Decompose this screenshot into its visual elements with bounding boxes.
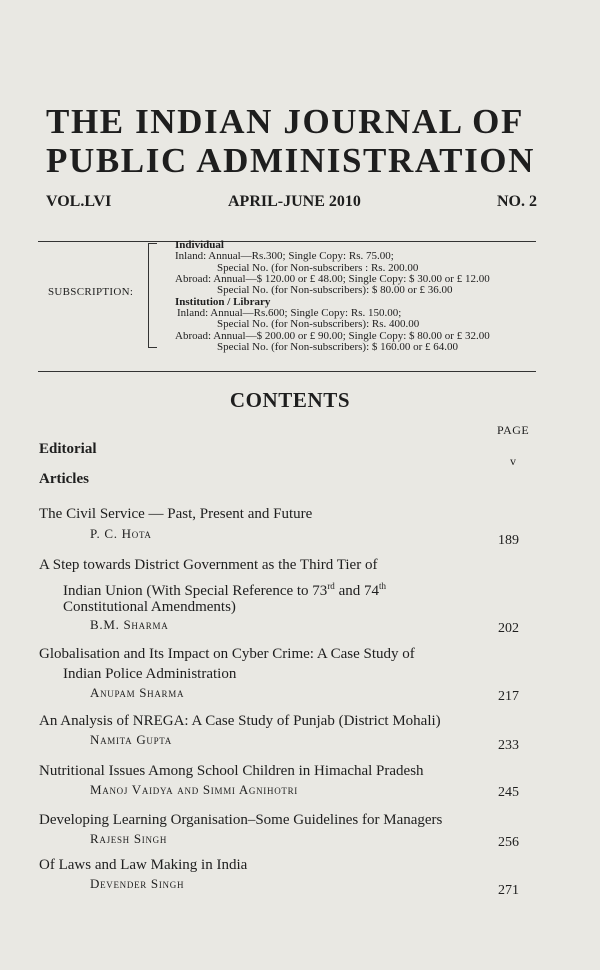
issue-number: NO. 2 bbox=[497, 193, 537, 210]
subscription-line: Abroad: Annual—$ 200.00 or £ 90.00; Single Copy: $ 80.00 or £ 32.00 bbox=[175, 330, 490, 342]
article-title: Developing Learning Organisation–Some Guidelines for Managers bbox=[39, 812, 443, 828]
editorial-heading: Editorial bbox=[39, 441, 97, 457]
article-page-number: 233 bbox=[498, 738, 519, 753]
article-page-number: 271 bbox=[498, 883, 519, 898]
subscription-label: SUBSCRIPTION: bbox=[48, 286, 134, 298]
subscription-line: Special No. (for Non-subscribers): Rs. 400.00 bbox=[217, 318, 420, 330]
article-author: Rajesh Singh bbox=[90, 831, 168, 846]
subscription-line: Inland: Annual—Rs.300; Single Copy: Rs. 75.00; bbox=[175, 250, 394, 262]
subscription-line: Special No. (for Non-subscribers): $ 160.00 or £ 64.00 bbox=[217, 341, 459, 353]
subscription-bracket bbox=[148, 243, 157, 348]
subscription-line: Institution / Library bbox=[175, 296, 271, 308]
article-page-number: 189 bbox=[498, 533, 519, 548]
subscription-line: Individual bbox=[175, 239, 224, 251]
article-author: Devender Singh bbox=[90, 876, 185, 891]
article-title: Of Laws and Law Making in India bbox=[39, 857, 248, 873]
article-author: B.M. Sharma bbox=[90, 617, 169, 632]
article-title: A Step towards District Government as the Third Tier of bbox=[39, 557, 378, 573]
article-author: Anupam Sharma bbox=[90, 685, 185, 700]
article-author: Namita Gupta bbox=[90, 732, 172, 747]
article-title-line: Indian Police Administration bbox=[63, 666, 237, 682]
subscription-line: Special No. (for Non-subscribers): $ 80.00 or £ 36.00 bbox=[217, 284, 453, 296]
article-title-line: Indian Union (With Special Reference to 73rd and 74th bbox=[63, 581, 386, 599]
subscription-line: Inland: Annual—Rs.600; Single Copy: Rs. 150.00; bbox=[177, 307, 402, 319]
editorial-page-number: v bbox=[510, 454, 516, 468]
articles-heading: Articles bbox=[39, 471, 89, 487]
contents-heading: CONTENTS bbox=[229, 388, 351, 412]
article-title-line: Constitutional Amendments) bbox=[63, 599, 236, 615]
issue-date: APRIL-JUNE 2010 bbox=[228, 193, 361, 210]
article-page-number: 217 bbox=[498, 689, 519, 704]
subscription-line: Special No. (for Non-subscribers : Rs. 200.00 bbox=[217, 262, 419, 274]
article-title: Nutritional Issues Among School Children in Himachal Pradesh bbox=[39, 763, 424, 779]
article-title: Globalisation and Its Impact on Cyber Crime: A Case Study of bbox=[39, 646, 415, 662]
top-divider bbox=[38, 241, 536, 242]
article-page-number: 245 bbox=[498, 785, 519, 800]
article-page-number: 256 bbox=[498, 835, 519, 850]
bottom-divider bbox=[38, 371, 536, 372]
article-author: P. C. Hota bbox=[90, 526, 152, 541]
journal-title-line2: PUBLIC ADMINISTRATION bbox=[46, 141, 535, 180]
article-page-number: 202 bbox=[498, 621, 519, 636]
page-column-header: PAGE bbox=[497, 423, 530, 437]
volume-label: VOL.LVI bbox=[46, 193, 112, 210]
subscription-line: Abroad: Annual—$ 120.00 or £ 48.00; Single Copy: $ 30.00 or £ 12.00 bbox=[175, 273, 490, 285]
article-author: Manoj Vaidya and Simmi Agnihotri bbox=[90, 782, 299, 797]
journal-title-line1: THE INDIAN JOURNAL OF bbox=[46, 102, 524, 141]
article-title: The Civil Service — Past, Present and Future bbox=[39, 506, 313, 522]
article-title: An Analysis of NREGA: A Case Study of Punjab (District Mohali) bbox=[39, 713, 441, 729]
